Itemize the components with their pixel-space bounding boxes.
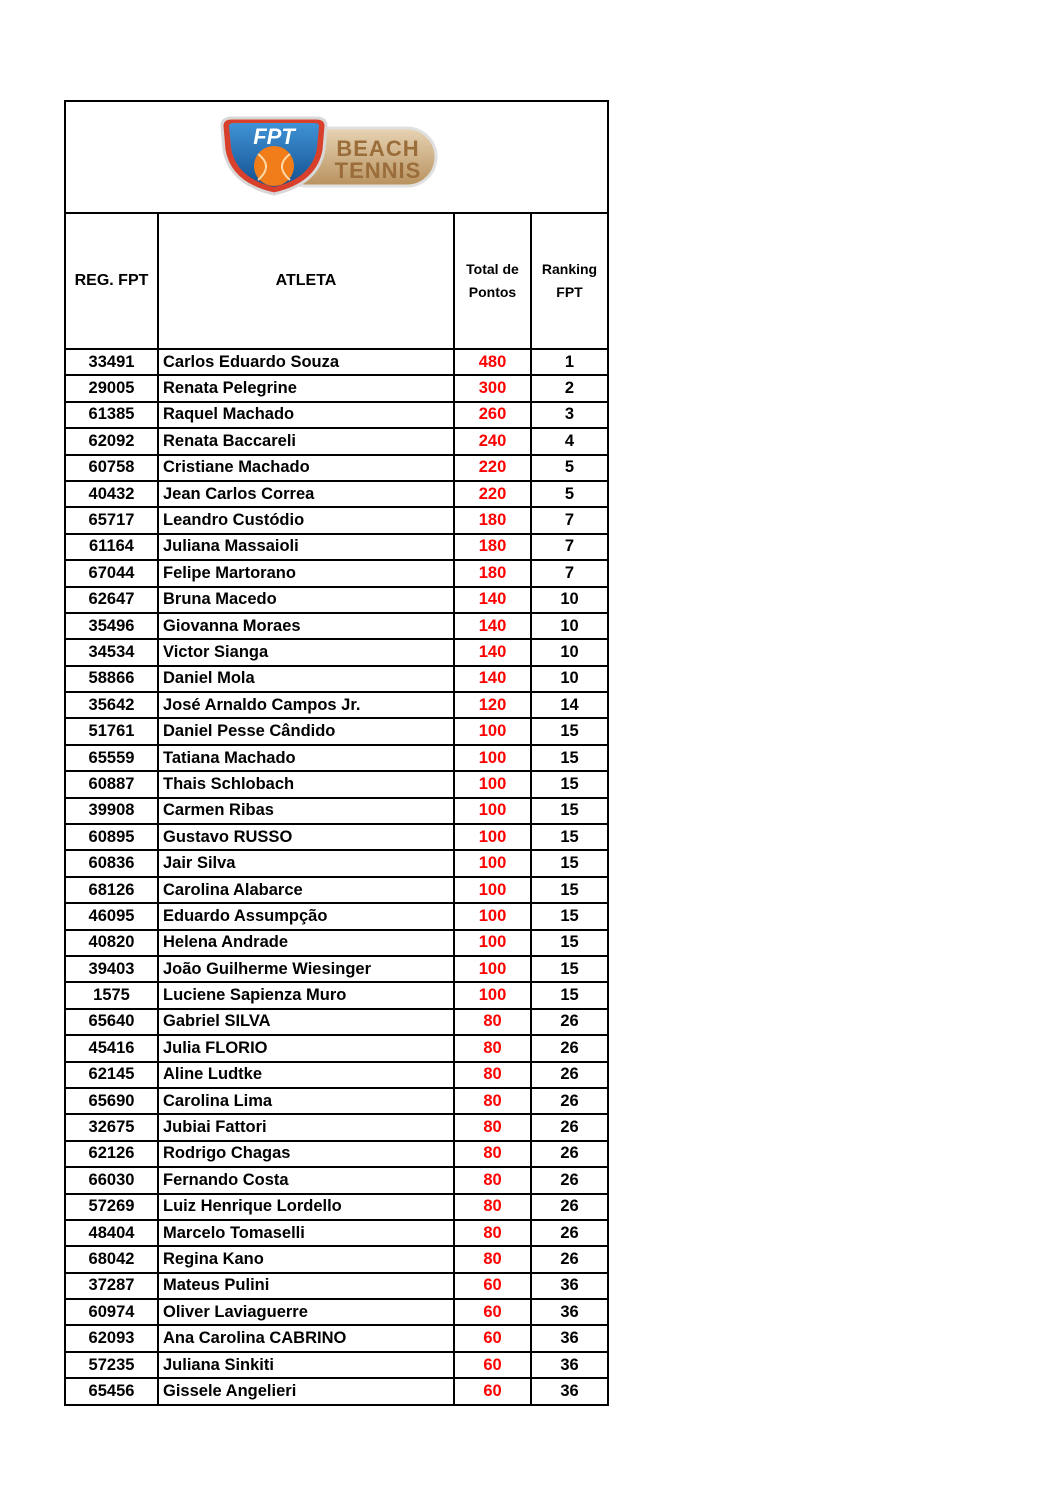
header-row [66, 214, 607, 349]
cell-reg: 61164 [66, 534, 158, 560]
cell-atleta: Luiz Henrique Lordello [158, 1194, 454, 1220]
cell-atleta: Aline Ludtke [158, 1062, 454, 1088]
cell-total: 80 [454, 1194, 531, 1220]
header-reg: REG. FPT [66, 214, 158, 349]
cell-total: 100 [454, 718, 531, 744]
cell-atleta: Julia FLORIO [158, 1035, 454, 1061]
cell-total: 80 [454, 1246, 531, 1272]
cell-atleta: Renata Baccareli [158, 428, 454, 454]
cell-reg: 57269 [66, 1194, 158, 1220]
table-row [66, 375, 607, 401]
table-row [66, 402, 607, 428]
header-ranking: Ranking FPT [531, 214, 607, 349]
cell-total: 100 [454, 824, 531, 850]
table-row [66, 1220, 607, 1246]
table-row [66, 771, 607, 797]
cell-atleta: Carmen Ribas [158, 798, 454, 824]
cell-total: 100 [454, 771, 531, 797]
cell-total: 180 [454, 560, 531, 586]
cell-rank: 15 [531, 982, 607, 1008]
table-row [66, 1141, 607, 1167]
cell-total: 80 [454, 1035, 531, 1061]
table-row [66, 613, 607, 639]
cell-atleta: Cristiane Machado [158, 455, 454, 481]
cell-rank: 15 [531, 850, 607, 876]
cell-total: 100 [454, 930, 531, 956]
cell-total: 180 [454, 534, 531, 560]
cell-rank: 15 [531, 798, 607, 824]
cell-rank: 7 [531, 507, 607, 533]
ranking-table [66, 214, 607, 1404]
cell-rank: 1 [531, 349, 607, 375]
cell-reg: 40432 [66, 481, 158, 507]
table-row [66, 877, 607, 903]
cell-rank: 26 [531, 1194, 607, 1220]
cell-reg: 65640 [66, 1009, 158, 1035]
cell-atleta: Rodrigo Chagas [158, 1141, 454, 1167]
cell-rank: 5 [531, 455, 607, 481]
cell-atleta: Victor Sianga [158, 639, 454, 665]
table-row [66, 745, 607, 771]
table-row [66, 1194, 607, 1220]
cell-reg: 32675 [66, 1114, 158, 1140]
cell-reg: 35642 [66, 692, 158, 718]
cell-rank: 15 [531, 930, 607, 956]
cell-rank: 7 [531, 560, 607, 586]
cell-reg: 29005 [66, 375, 158, 401]
cell-atleta: Carolina Alabarce [158, 877, 454, 903]
cell-atleta: Juliana Massaioli [158, 534, 454, 560]
cell-reg: 35496 [66, 613, 158, 639]
cell-atleta: Carlos Eduardo Souza [158, 349, 454, 375]
cell-atleta: Leandro Custódio [158, 507, 454, 533]
table-row [66, 428, 607, 454]
table-row [66, 1062, 607, 1088]
cell-atleta: Carolina Lima [158, 1088, 454, 1114]
cell-reg: 65559 [66, 745, 158, 771]
cell-atleta: Regina Kano [158, 1246, 454, 1272]
table-row [66, 587, 607, 613]
cell-rank: 26 [531, 1035, 607, 1061]
cell-total: 80 [454, 1167, 531, 1193]
cell-rank: 15 [531, 718, 607, 744]
cell-reg: 39403 [66, 956, 158, 982]
table-row [66, 507, 607, 533]
cell-rank: 4 [531, 428, 607, 454]
logo-beach-text: BEACH [336, 136, 420, 161]
cell-reg: 66030 [66, 1167, 158, 1193]
cell-reg: 62093 [66, 1325, 158, 1351]
table-row [66, 1167, 607, 1193]
cell-total: 60 [454, 1273, 531, 1299]
cell-rank: 14 [531, 692, 607, 718]
ranking-sheet [64, 100, 609, 1406]
cell-total: 100 [454, 956, 531, 982]
table-row [66, 798, 607, 824]
cell-total: 480 [454, 349, 531, 375]
table-row [66, 982, 607, 1008]
cell-total: 80 [454, 1114, 531, 1140]
cell-reg: 40820 [66, 930, 158, 956]
table-row [66, 666, 607, 692]
cell-reg: 62647 [66, 587, 158, 613]
table-row [66, 1273, 607, 1299]
cell-total: 80 [454, 1009, 531, 1035]
cell-total: 80 [454, 1220, 531, 1246]
cell-atleta: Bruna Macedo [158, 587, 454, 613]
cell-reg: 60974 [66, 1299, 158, 1325]
table-row [66, 349, 607, 375]
cell-atleta: Jair Silva [158, 850, 454, 876]
cell-atleta: Oliver Laviaguerre [158, 1299, 454, 1325]
cell-total: 140 [454, 666, 531, 692]
logo-row [66, 102, 607, 214]
cell-total: 60 [454, 1325, 531, 1351]
cell-reg: 60887 [66, 771, 158, 797]
table-row [66, 560, 607, 586]
table-row [66, 903, 607, 929]
cell-total: 120 [454, 692, 531, 718]
cell-atleta: Daniel Pesse Cândido [158, 718, 454, 744]
cell-atleta: Gissele Angelieri [158, 1378, 454, 1403]
cell-rank: 15 [531, 771, 607, 797]
cell-reg: 62145 [66, 1062, 158, 1088]
cell-rank: 15 [531, 745, 607, 771]
cell-atleta: Helena Andrade [158, 930, 454, 956]
cell-rank: 36 [531, 1273, 607, 1299]
cell-total: 60 [454, 1299, 531, 1325]
cell-reg: 68126 [66, 877, 158, 903]
cell-total: 140 [454, 639, 531, 665]
cell-rank: 10 [531, 587, 607, 613]
cell-atleta: Jubiai Fattori [158, 1114, 454, 1140]
cell-total: 300 [454, 375, 531, 401]
cell-atleta: Giovanna Moraes [158, 613, 454, 639]
cell-reg: 37287 [66, 1273, 158, 1299]
cell-total: 100 [454, 850, 531, 876]
table-row [66, 534, 607, 560]
cell-total: 100 [454, 903, 531, 929]
cell-reg: 67044 [66, 560, 158, 586]
cell-rank: 36 [531, 1299, 607, 1325]
cell-total: 140 [454, 613, 531, 639]
cell-atleta: Marcelo Tomaselli [158, 1220, 454, 1246]
cell-reg: 58866 [66, 666, 158, 692]
cell-reg: 62126 [66, 1141, 158, 1167]
table-row [66, 1088, 607, 1114]
cell-reg: 62092 [66, 428, 158, 454]
cell-rank: 26 [531, 1167, 607, 1193]
cell-reg: 60758 [66, 455, 158, 481]
table-row [66, 956, 607, 982]
cell-reg: 68042 [66, 1246, 158, 1272]
cell-rank: 10 [531, 613, 607, 639]
cell-atleta: José Arnaldo Campos Jr. [158, 692, 454, 718]
table-row [66, 1299, 607, 1325]
cell-rank: 26 [531, 1141, 607, 1167]
cell-rank: 15 [531, 956, 607, 982]
cell-total: 100 [454, 982, 531, 1008]
cell-rank: 26 [531, 1114, 607, 1140]
table-row [66, 1352, 607, 1378]
cell-reg: 65717 [66, 507, 158, 533]
cell-reg: 65690 [66, 1088, 158, 1114]
table-row [66, 455, 607, 481]
cell-total: 100 [454, 745, 531, 771]
cell-atleta: Juliana Sinkiti [158, 1352, 454, 1378]
cell-reg: 60836 [66, 850, 158, 876]
fpt-beach-tennis-logo [218, 114, 440, 198]
cell-total: 60 [454, 1352, 531, 1378]
cell-reg: 45416 [66, 1035, 158, 1061]
cell-atleta: Thais Schlobach [158, 771, 454, 797]
cell-rank: 36 [560, 1381, 579, 1400]
cell-rank: 2 [531, 375, 607, 401]
cell-atleta: Gabriel SILVA [158, 1009, 454, 1035]
cell-atleta: Felipe Martorano [158, 560, 454, 586]
cell-total: 80 [454, 1062, 531, 1088]
cell-reg: 1575 [66, 982, 158, 1008]
cell-rank: 26 [531, 1246, 607, 1272]
table-row [66, 1246, 607, 1272]
cell-atleta: Mateus Pulini [158, 1273, 454, 1299]
cell-atleta: Luciene Sapienza Muro [158, 982, 454, 1008]
table-row [66, 1009, 607, 1035]
cell-total: 220 [454, 455, 531, 481]
table-row [66, 639, 607, 665]
cell-atleta: Daniel Mola [158, 666, 454, 692]
cell-rank: 15 [531, 877, 607, 903]
table-row [66, 692, 607, 718]
cell-total: 80 [454, 1141, 531, 1167]
table-row [66, 481, 607, 507]
cell-reg: 60895 [66, 824, 158, 850]
cell-total: 240 [454, 428, 531, 454]
cell-total: 80 [454, 1088, 531, 1114]
cell-rank: 7 [531, 534, 607, 560]
cell-total: 100 [454, 877, 531, 903]
table-row [66, 824, 607, 850]
cell-reg: 48404 [66, 1220, 158, 1246]
cell-total: 180 [454, 507, 531, 533]
cell-atleta: João Guilherme Wiesinger [158, 956, 454, 982]
table-row [66, 1325, 607, 1351]
table-row [66, 718, 607, 744]
logo-tennis-text: TENNIS [334, 158, 422, 183]
cell-atleta: Raquel Machado [158, 402, 454, 428]
cell-rank: 26 [531, 1088, 607, 1114]
cell-atleta: Renata Pelegrine [158, 375, 454, 401]
cell-rank: 26 [531, 1062, 607, 1088]
cell-atleta: Jean Carlos Correa [158, 481, 454, 507]
cell-rank: 3 [531, 402, 607, 428]
table-row [66, 1114, 607, 1140]
header-atleta: ATLETA [158, 214, 454, 349]
cell-rank: 15 [531, 903, 607, 929]
table-row [66, 1035, 607, 1061]
cell-reg: 57235 [66, 1352, 158, 1378]
cell-rank: 26 [531, 1220, 607, 1246]
cell-rank: 26 [531, 1009, 607, 1035]
table-row [66, 850, 607, 876]
header-total: Total de Pontos [454, 214, 531, 349]
cell-atleta: Gustavo RUSSO [158, 824, 454, 850]
cell-rank: 15 [531, 824, 607, 850]
cell-atleta: Ana Carolina CABRINO [158, 1325, 454, 1351]
cell-total: 60 [454, 1378, 531, 1403]
cell-reg: 65456 [66, 1378, 158, 1403]
table-row [66, 1378, 607, 1403]
cell-reg: 33491 [66, 349, 158, 375]
cell-reg: 39908 [66, 798, 158, 824]
cell-atleta: Tatiana Machado [158, 745, 454, 771]
logo-fpt-text: FPT [253, 124, 295, 149]
cell-total: 260 [454, 402, 531, 428]
table-row [66, 930, 607, 956]
cell-rank: 36 [531, 1325, 607, 1351]
cell-rank: 10 [531, 666, 607, 692]
cell-atleta: Fernando Costa [158, 1167, 454, 1193]
cell-atleta: Eduardo Assumpção [158, 903, 454, 929]
cell-rank: 10 [531, 639, 607, 665]
cell-rank: 36 [531, 1352, 607, 1378]
cell-reg: 46095 [66, 903, 158, 929]
cell-rank: 5 [531, 481, 607, 507]
cell-reg: 34534 [66, 639, 158, 665]
cell-total: 220 [454, 481, 531, 507]
cell-total: 140 [454, 587, 531, 613]
cell-reg: 61385 [66, 402, 158, 428]
cell-total: 100 [454, 798, 531, 824]
cell-reg: 51761 [66, 718, 158, 744]
